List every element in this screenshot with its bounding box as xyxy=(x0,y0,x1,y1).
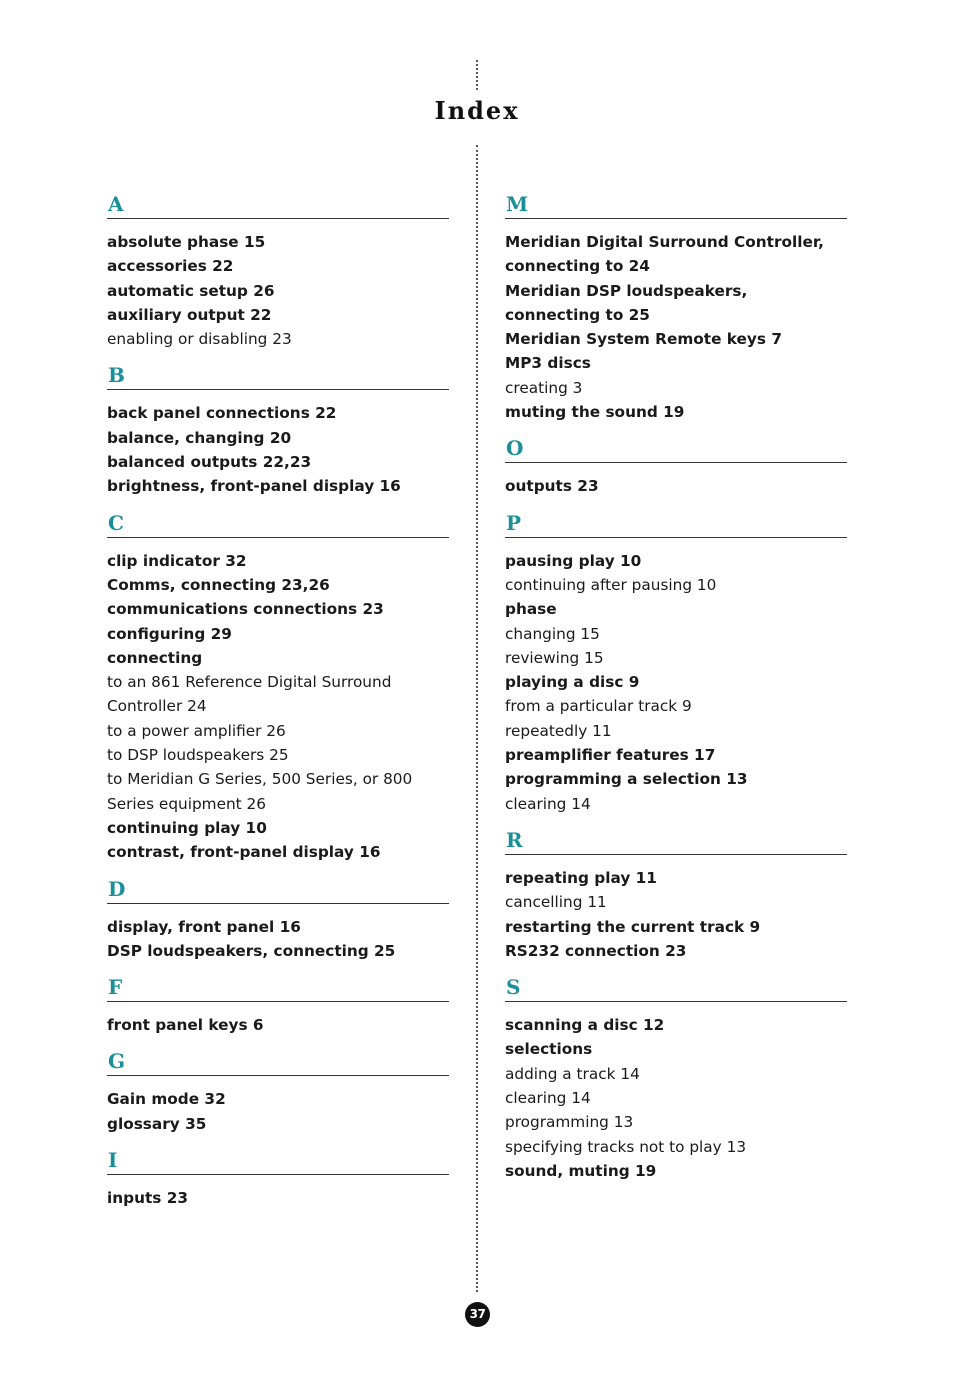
index-section-f xyxy=(107,973,449,1037)
index-subentry: continuing after pausing 10 xyxy=(505,575,717,594)
index-entry: programming a selection 13 xyxy=(505,770,748,789)
section-letter: M xyxy=(505,190,847,219)
index-entry: contrast, front-panel display 16 xyxy=(107,843,381,862)
index-entry: RS232 connection 23 xyxy=(505,941,687,960)
index-entry: Meridian Digital Surround Controller, xyxy=(505,233,824,251)
index-section-m xyxy=(505,190,847,424)
section-letter: S xyxy=(505,973,847,1002)
index-subentry: changing 15 xyxy=(505,624,600,643)
index-subentry: adding a track 14 xyxy=(505,1064,640,1083)
index-subentry: Series equipment 26 xyxy=(107,794,267,813)
index-entry: balanced outputs 22,23 xyxy=(107,453,312,472)
index-entry: MP3 discs xyxy=(505,354,591,373)
index-entry: front panel keys 6 xyxy=(107,1016,264,1035)
index-entry: repeating play 11 xyxy=(505,868,657,887)
index-subentry: to a power amplifier 26 xyxy=(107,721,286,740)
page-number-badge: 37 xyxy=(465,1302,490,1327)
section-letter: O xyxy=(505,434,847,463)
index-entry: absolute phase 15 xyxy=(107,233,266,251)
column-divider xyxy=(476,145,478,1292)
index-entry: Gain mode 32 xyxy=(107,1090,226,1109)
index-section-b xyxy=(107,361,449,498)
index-entry: auxiliary output 22 xyxy=(107,305,272,324)
index-entry: preamplifier features 17 xyxy=(505,746,716,765)
index-entry: connecting to 25 xyxy=(505,305,650,324)
index-subentry: to an 861 Reference Digital Surround xyxy=(107,673,392,692)
index-entry: playing a disc 9 xyxy=(505,673,640,692)
index-entry: communications connections 23 xyxy=(107,600,384,619)
index-entry: connecting to 24 xyxy=(505,257,650,276)
index-subentry: clearing 14 xyxy=(505,794,591,813)
index-subentry: cancelling 11 xyxy=(505,893,607,912)
index-entry: clip indicator 32 xyxy=(107,551,247,570)
index-section-d xyxy=(107,875,449,964)
index-entry: DSP loudspeakers, connecting 25 xyxy=(107,941,396,960)
index-entry: connecting xyxy=(107,648,203,667)
section-letter: C xyxy=(107,509,449,538)
index-entry: scanning a disc 12 xyxy=(505,1016,665,1035)
index-right-column xyxy=(505,190,847,1183)
index-entry: phase xyxy=(505,600,557,619)
index-subentry: reviewing 15 xyxy=(505,648,604,667)
index-entry: continuing play 10 xyxy=(107,818,267,837)
index-entry: outputs 23 xyxy=(505,477,599,496)
index-entry: selections xyxy=(505,1040,593,1059)
index-entry: configuring 29 xyxy=(107,624,232,643)
index-section-g xyxy=(107,1047,449,1136)
index-entry: automatic setup 26 xyxy=(107,281,275,300)
section-letter: D xyxy=(107,875,449,904)
index-subentry: to Meridian G Series, 500 Series, or 800 xyxy=(107,770,413,789)
index-subentry: from a particular track 9 xyxy=(505,697,692,716)
index-entry: muting the sound 19 xyxy=(505,403,685,422)
index-entry: pausing play 10 xyxy=(505,551,642,570)
section-letter: R xyxy=(505,826,847,855)
index-subentry: repeatedly 11 xyxy=(505,721,612,740)
index-entry: accessories 22 xyxy=(107,257,234,276)
section-letter: P xyxy=(505,509,847,538)
index-entry: Comms, connecting 23,26 xyxy=(107,575,330,594)
section-letter: I xyxy=(107,1146,449,1175)
index-entry: inputs 23 xyxy=(107,1189,189,1208)
index-subentry: clearing 14 xyxy=(505,1089,591,1108)
index-entry: Meridian DSP loudspeakers, xyxy=(505,281,748,300)
section-letter: G xyxy=(107,1047,449,1076)
index-subentry: enabling or disabling 23 xyxy=(107,330,292,349)
index-entry: Meridian System Remote keys 7 xyxy=(505,330,782,349)
index-section-s xyxy=(505,973,847,1183)
index-section-r xyxy=(505,826,847,963)
section-letter: F xyxy=(107,973,449,1002)
index-section-a xyxy=(107,190,449,351)
page-title: Index xyxy=(434,96,520,125)
index-entry: glossary 35 xyxy=(107,1114,207,1133)
index-left-column xyxy=(107,190,449,1210)
index-section-p xyxy=(505,509,847,816)
index-entry: brightness, front-panel display 16 xyxy=(107,477,401,496)
index-entry: sound, muting 19 xyxy=(505,1161,657,1180)
column-divider-top xyxy=(476,60,478,90)
index-subentry: creating 3 xyxy=(505,378,583,397)
index-subentry: programming 13 xyxy=(505,1113,634,1132)
index-section-o xyxy=(505,434,847,498)
index-section-c xyxy=(107,509,449,865)
index-entry: display, front panel 16 xyxy=(107,917,301,936)
index-subentry: to DSP loudspeakers 25 xyxy=(107,746,289,765)
index-entry: balance, changing 20 xyxy=(107,428,292,447)
section-letter: B xyxy=(107,361,449,390)
index-entry: back panel connections 22 xyxy=(107,404,337,423)
index-subentry: specifying tracks not to play 13 xyxy=(505,1137,747,1156)
index-entry: restarting the current track 9 xyxy=(505,917,761,936)
index-subentry: Controller 24 xyxy=(107,697,207,716)
index-section-i xyxy=(107,1146,449,1210)
section-letter: A xyxy=(107,190,449,219)
